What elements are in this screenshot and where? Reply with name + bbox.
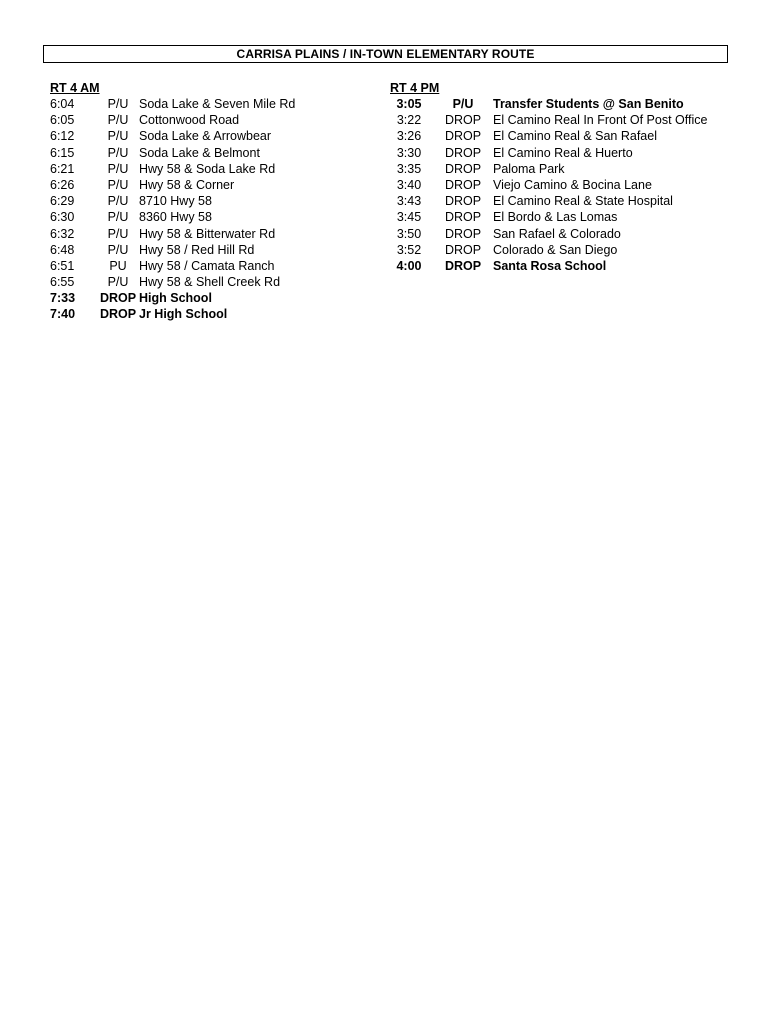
stop-action: P/U xyxy=(107,275,129,290)
stop-row xyxy=(390,242,618,258)
stop-time: 3:52 xyxy=(396,242,422,257)
stop-action: P/U xyxy=(107,226,129,241)
stop-time: 6:26 xyxy=(50,177,75,192)
stop-time: 6:04 xyxy=(50,97,75,111)
stop-action: DROP xyxy=(444,258,482,273)
am-route-heading: RT 4 AM xyxy=(50,81,100,95)
stop-time: 3:43 xyxy=(396,194,422,209)
stop-location: Cottonwood Road xyxy=(139,113,240,128)
stop-time: 3:30 xyxy=(396,145,422,160)
stop-row xyxy=(390,161,565,177)
stop-row xyxy=(50,274,281,290)
route-title: CARRISA PLAINS / IN-TOWN ELEMENTARY ROUTE xyxy=(43,45,728,63)
stop-location: Hwy 58 & Soda Lake Rd xyxy=(139,161,276,176)
stop-action: P/U xyxy=(107,177,129,192)
stop-time: 7:40 xyxy=(50,307,76,322)
stop-time: 6:48 xyxy=(50,242,75,257)
am-route-section xyxy=(50,81,296,323)
stop-row xyxy=(50,112,240,128)
stop-location: El Camino Real & Huerto xyxy=(493,145,633,160)
stop-row xyxy=(50,209,212,225)
stop-location: Hwy 58 / Red Hill Rd xyxy=(139,242,255,257)
stop-row xyxy=(390,177,652,193)
stop-time: 3:45 xyxy=(396,210,422,225)
stop-location: Transfer Students @ San Benito xyxy=(493,97,684,111)
pm-route-section xyxy=(390,81,708,274)
stop-time: 6:30 xyxy=(50,210,75,225)
stop-action: P/U xyxy=(107,242,129,257)
stop-location: Colorado & San Diego xyxy=(493,242,618,257)
stop-row xyxy=(50,161,276,177)
stop-row xyxy=(50,145,260,161)
stop-row xyxy=(50,128,272,144)
stop-location: Viejo Camino & Bocina Lane xyxy=(493,177,652,192)
stop-action: P/U xyxy=(107,161,129,176)
stop-location: Soda Lake & Seven Mile Rd xyxy=(139,97,296,111)
stop-row xyxy=(50,226,276,242)
stop-row xyxy=(50,258,275,274)
stop-row xyxy=(50,290,212,306)
stop-time: 3:05 xyxy=(396,97,422,111)
stop-location: 8710 Hwy 58 xyxy=(139,194,212,209)
stop-row xyxy=(390,96,684,112)
pm-stop-list xyxy=(390,96,708,274)
stop-row xyxy=(390,145,633,161)
stop-action: P/U xyxy=(107,97,129,111)
stop-location: Hwy 58 & Corner xyxy=(139,177,235,192)
stop-time: 6:32 xyxy=(50,226,75,241)
stop-row xyxy=(50,242,255,258)
stop-location: El Camino Real In Front Of Post Office xyxy=(493,113,708,128)
stop-time: 3:35 xyxy=(396,161,422,176)
stop-location: El Camino Real & State Hospital xyxy=(493,194,673,209)
stop-time: 4:00 xyxy=(396,258,422,273)
stop-time: 3:22 xyxy=(396,113,422,128)
stop-location: El Bordo & Las Lomas xyxy=(493,210,618,225)
stop-row xyxy=(390,112,708,128)
stop-time: 6:51 xyxy=(50,258,75,273)
stop-action: P/U xyxy=(107,129,129,144)
stop-time: 6:21 xyxy=(50,161,75,176)
stop-action: DROP xyxy=(99,307,137,322)
stop-action: DROP xyxy=(444,194,482,209)
stop-action: DROP xyxy=(99,291,137,306)
stop-time: 6:12 xyxy=(50,129,75,144)
stop-time: 3:40 xyxy=(396,177,422,192)
stop-location: Jr High School xyxy=(139,307,228,322)
stop-location: Soda Lake & Belmont xyxy=(139,145,260,160)
stop-time: 7:33 xyxy=(50,291,76,306)
stop-time: 6:05 xyxy=(50,113,75,128)
stop-row xyxy=(50,96,296,112)
stop-action: DROP xyxy=(444,210,482,225)
stop-time: 3:50 xyxy=(396,226,422,241)
stop-time: 3:26 xyxy=(396,129,422,144)
stop-time: 6:29 xyxy=(50,194,75,209)
stop-row xyxy=(390,128,657,144)
stop-action: DROP xyxy=(444,113,482,128)
stop-row xyxy=(50,177,235,193)
stop-location: Hwy 58 & Shell Creek Rd xyxy=(139,275,281,290)
stop-action: DROP xyxy=(444,129,482,144)
stop-location: Hwy 58 & Bitterwater Rd xyxy=(139,226,276,241)
stop-action: DROP xyxy=(444,145,482,160)
stop-location: 8360 Hwy 58 xyxy=(139,210,212,225)
stop-action: P/U xyxy=(107,145,129,160)
stop-action: P/U xyxy=(107,210,129,225)
stop-action: P/U xyxy=(452,97,474,111)
stop-location: Hwy 58 / Camata Ranch xyxy=(139,258,275,273)
stop-action: P/U xyxy=(107,113,129,128)
stop-location: Santa Rosa School xyxy=(493,258,607,273)
stop-row xyxy=(50,193,212,209)
stop-action: PU xyxy=(109,258,127,273)
stop-row xyxy=(390,193,673,209)
stop-action: DROP xyxy=(444,242,482,257)
stop-location: High School xyxy=(139,291,212,306)
stop-row xyxy=(390,258,607,274)
stop-row xyxy=(390,209,618,225)
stop-row xyxy=(390,226,621,242)
stop-location: Paloma Park xyxy=(493,161,565,176)
stop-time: 6:55 xyxy=(50,275,75,290)
stop-time: 6:15 xyxy=(50,145,75,160)
stop-action: DROP xyxy=(444,226,482,241)
stop-action: P/U xyxy=(107,194,129,209)
stop-location: Soda Lake & Arrowbear xyxy=(139,129,272,144)
am-stop-list xyxy=(50,96,296,323)
stop-row xyxy=(50,306,228,322)
stop-action: DROP xyxy=(444,177,482,192)
stop-location: El Camino Real & San Rafael xyxy=(493,129,657,144)
pm-route-heading: RT 4 PM xyxy=(390,81,440,95)
stop-action: DROP xyxy=(444,161,482,176)
stop-location: San Rafael & Colorado xyxy=(493,226,621,241)
